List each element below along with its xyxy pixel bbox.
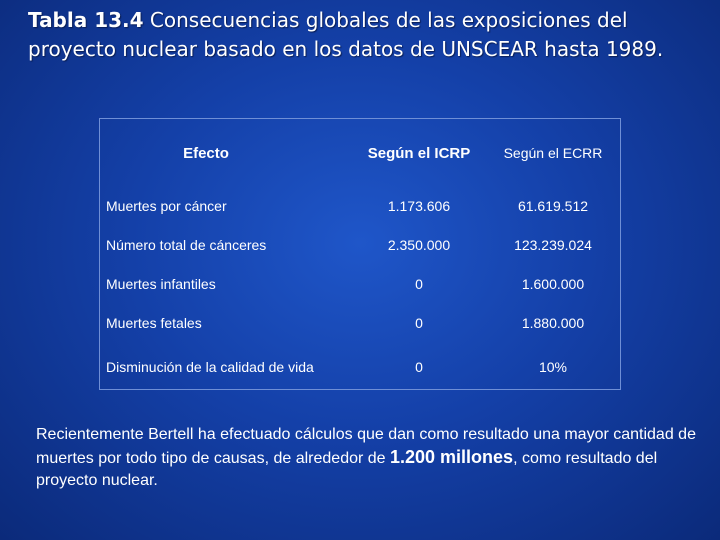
note-text-start: Recientemente Bertell ha efectuado cálculos que dan como resultado una mayor cantidad de muertes por todo tipo de causas, de alrededor de	[36, 426, 696, 467]
table-row	[100, 347, 620, 386]
effect-cell: Muertes infantiles	[106, 275, 216, 292]
ecrr-value: 61.619.512	[517, 197, 589, 214]
header-ecrr: Según el ECRR	[503, 145, 603, 161]
header-efecto: Efecto	[183, 144, 229, 162]
note-text-end: , como resultado del proyecto nuclear.	[36, 450, 658, 489]
ecrr-value: 123.239.024	[514, 236, 592, 253]
table-row	[100, 264, 620, 303]
ecrr-value: 1.880.000	[521, 314, 585, 331]
effect-cell: Disminución de la calidad de vida	[106, 358, 314, 375]
table-row	[100, 186, 620, 225]
title-text: Consecuencias globales de las exposiciones del proyecto nuclear basado en los datos de UNSCEAR hasta 1989.	[28, 8, 664, 61]
table-number: Tabla 13.4	[28, 8, 144, 32]
table-row	[100, 303, 620, 342]
effect-cell: Número total de cánceres	[106, 236, 267, 253]
slide-title	[28, 6, 708, 64]
note-emphasis: 1.200 millones	[390, 447, 514, 467]
effect-cell: Muertes fetales	[106, 314, 202, 331]
table-header-row	[100, 123, 620, 183]
icrp-value: 0	[415, 314, 423, 331]
effect-cell: Muertes por cáncer	[106, 197, 227, 214]
consequences-table	[99, 118, 621, 390]
table-row	[100, 225, 620, 264]
header-icrp: Según el ICRP	[367, 144, 471, 162]
icrp-value: 0	[415, 358, 423, 375]
icrp-value: 0	[415, 275, 423, 292]
icrp-value: 2.350.000	[387, 236, 451, 253]
ecrr-value: 1.600.000	[521, 275, 585, 292]
icrp-value: 1.173.606	[387, 197, 451, 214]
note-paragraph	[36, 424, 696, 492]
ecrr-value: 10%	[538, 358, 568, 375]
